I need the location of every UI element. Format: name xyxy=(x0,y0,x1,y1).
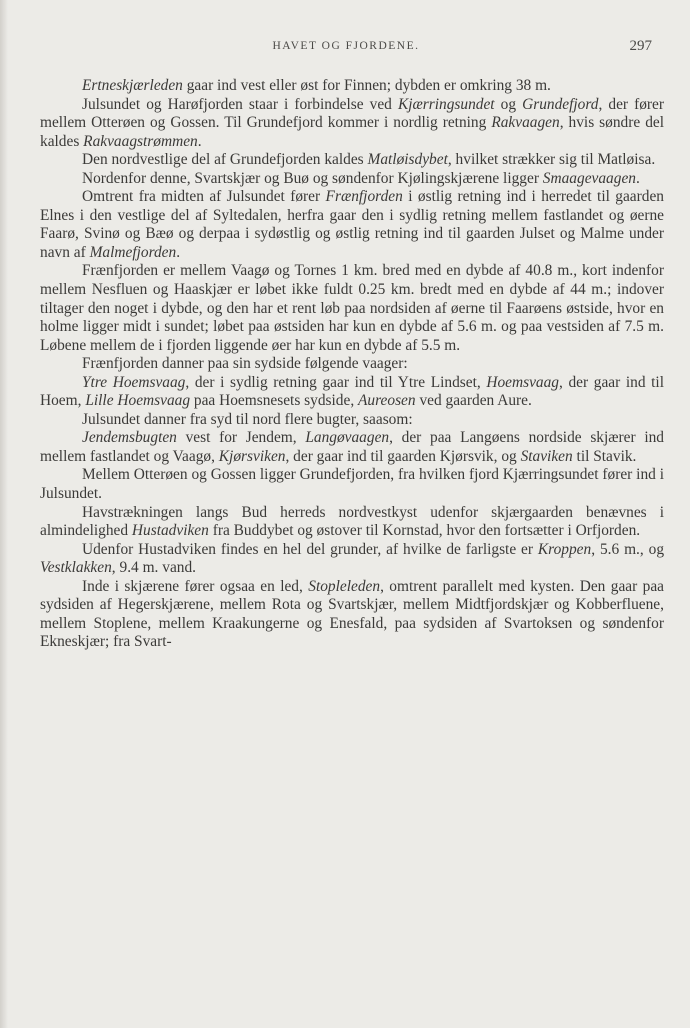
paragraph xyxy=(40,466,664,503)
text-run: fra Buddybet og østover til Kornstad, hvor den fortsætter i Orfjorden. xyxy=(208,522,641,540)
page-number: 297 xyxy=(629,38,652,54)
text-run: Julsundet og Harøfjorden staar i forbindelse ved xyxy=(82,95,398,113)
text-run: Nordenfor denne, Svartskjær og Buø og søndenfor Kjølingskjærene ligger xyxy=(82,169,543,187)
text-run: , der paa Langøens nordside skjærer ind mellem fastlandet og Vaagø, xyxy=(40,429,664,465)
place-name: Frænfjorden xyxy=(325,188,403,206)
text-run: , omtrent parallelt med kysten. Den gaar paa sydsiden af Hegerskjærene, mellem Rota og Svartskjær, mellem Midtfjordskjær og Kobberfluene, mellem Stoplene, mellem Kraakungerne og Enesfald, paa sydsiden af Svartoksen og søndenfor Ekneskjær; fra Svart- xyxy=(40,577,664,651)
running-head: HAVET OG FJORDENE. xyxy=(272,40,420,52)
text-run: Omtrent fra midten af Julsundet fører xyxy=(82,188,326,206)
text-run: Inde i skjærene fører ogsaa en led, xyxy=(82,577,309,595)
place-name: Kjørsviken xyxy=(218,447,286,465)
body-text xyxy=(40,77,664,652)
place-name: Matløisdybet xyxy=(367,151,448,169)
paragraph xyxy=(40,578,664,652)
text-run: , der i sydlig retning gaar ind til Ytre Lindset, xyxy=(185,373,487,391)
place-name: Smaagevaagen xyxy=(542,169,636,187)
paragraph xyxy=(40,188,664,262)
place-name: Lille Hoemsvaag xyxy=(85,392,191,410)
text-run: Frænfjorden danner paa sin sydside følgende vaager: xyxy=(82,355,408,373)
text-run: Frænfjorden er mellem Vaagø og Tornes 1 km. bred med en dybde af 40.8 m., kort indenfor mellem Nesfluen og Haaskjær er løbet ikke fuldt 0.25 km. bredt med en dybde af 44 m.; indover tiltager den noget i dybde, og den har et rent løb paa nordsiden af øerne til Faarøens østside, hvor en holme ligger midt i sundet; løbet paa østsiden har kun en dybde af 5.6 m. og paa vestsiden af 7.5 m. Løbene mellem de i fjorden liggende øer har kun en dybde af 5.5 m. xyxy=(40,262,664,354)
paragraph xyxy=(40,411,664,430)
place-name: Vestklakken xyxy=(40,559,112,577)
text-run: . xyxy=(197,132,202,150)
place-name: Ertneskjærleden xyxy=(82,77,183,94)
text-run: . xyxy=(176,243,181,261)
text-run: paa Hoemsnesets sydside, xyxy=(190,392,359,410)
place-name: Stopleleden xyxy=(308,577,381,595)
text-run: Julsundet danner fra syd til nord flere bugter, saasom: xyxy=(82,410,413,428)
text-run: , 5.6 m., og xyxy=(591,540,665,558)
text-run: , der fører mellem Otterøen og Gossen. Til Grundefjord kommer i nordlig retning xyxy=(40,95,664,132)
place-name: Jendemsbugten xyxy=(82,429,177,447)
text-run: Mellem Otterøen og Gossen ligger Grundefjorden, fra hvilken fjord Kjærringsundet fører ind i Julsundet. xyxy=(40,466,664,503)
text-run: , der gaar ind til Hoem, xyxy=(40,373,664,410)
page-edge-shadow xyxy=(0,0,8,1028)
text-run: , 9.4 m. vand. xyxy=(111,559,197,577)
place-name: Rakvaagen xyxy=(491,114,560,132)
paragraph xyxy=(40,77,664,96)
paragraph xyxy=(40,504,664,541)
place-name: Malmefjorden xyxy=(89,243,177,261)
paragraph xyxy=(40,262,664,355)
text-run: gaar ind vest eller øst for Finnen; dybden er omkring 38 m. xyxy=(182,77,551,94)
place-name: Hustadviken xyxy=(131,522,209,540)
place-name: Aureosen xyxy=(358,392,416,410)
text-run: . xyxy=(635,169,640,187)
place-name: Ytre Hoemsvaag xyxy=(82,373,186,391)
text-run: til Stavik. xyxy=(572,447,637,465)
paragraph xyxy=(40,151,664,170)
place-name: Grundefjord xyxy=(522,95,599,113)
paragraph xyxy=(40,429,664,466)
page-header xyxy=(40,40,652,62)
place-name: Hoemsvaag xyxy=(486,373,560,391)
text-run: og xyxy=(494,95,523,113)
place-name: Rakvaagstrømmen xyxy=(83,132,198,150)
text-run: Udenfor Hustadviken findes en hel del grunder, af hvilke de farligste er xyxy=(82,540,538,558)
text-run: ved gaarden Aure. xyxy=(415,392,532,410)
text-run: Den nordvestlige del af Grundefjorden kaldes xyxy=(82,151,368,169)
place-name: Langøvaagen xyxy=(305,429,390,447)
text-run: i østlig retning ind i herredet til gaarden Elnes i den vestlige del af Syltedalen, herfra gaar den i sydlig retning mellem fastlandet og øerne Faarø, Svinø og Bæø og derpaa i sydøstlig og østlig retning ind til gaarden Julset og Malme under navn af xyxy=(40,188,664,261)
paragraph xyxy=(40,96,664,152)
place-name: Staviken xyxy=(520,447,573,465)
paragraph xyxy=(40,355,664,374)
paragraph xyxy=(40,170,664,189)
place-name: Kroppen xyxy=(537,540,592,558)
paragraph xyxy=(40,541,664,578)
text-run: , hvis søndre del kaldes xyxy=(40,114,665,150)
text-run: , hvilket strækker sig til Matløisa. xyxy=(447,151,656,169)
text-run: Havstrækningen langs Bud herreds nordvestkyst udenfor skjærgaarden benævnes i almindelighed xyxy=(40,503,664,540)
text-run: , der gaar ind til gaarden Kjørsvik, og xyxy=(285,447,521,465)
text-run: vest for Jendem, xyxy=(176,429,306,447)
place-name: Kjærringsundet xyxy=(397,95,495,113)
paragraph xyxy=(40,374,664,411)
